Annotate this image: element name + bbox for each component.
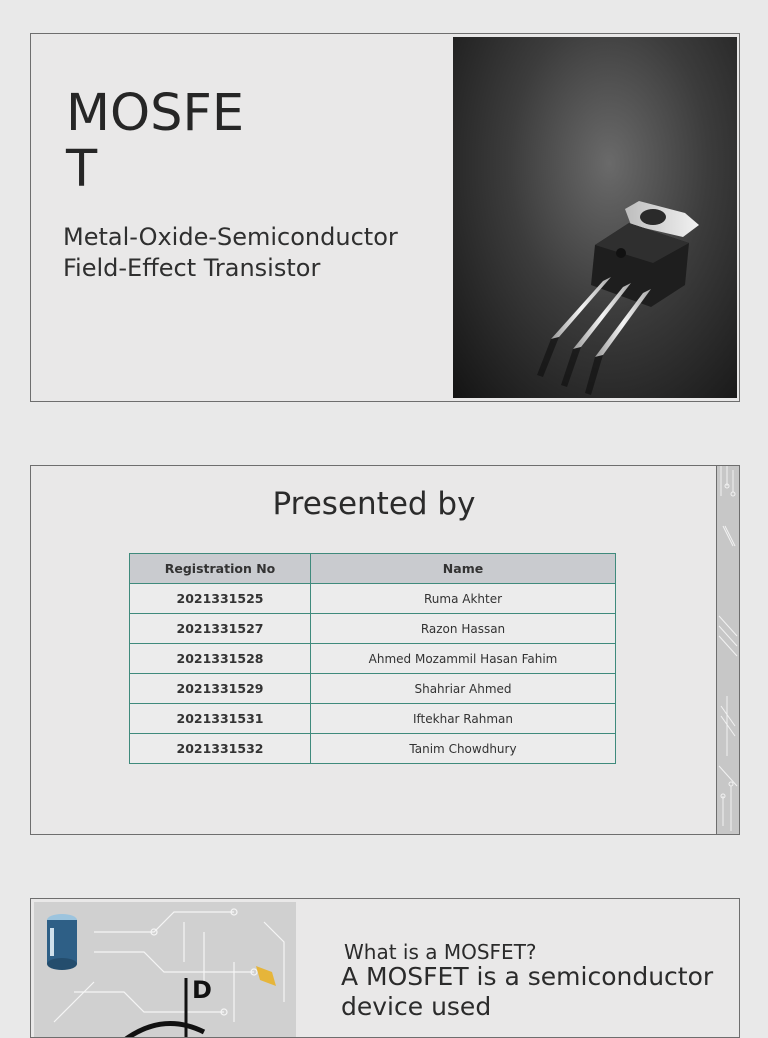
circuit-board-icon xyxy=(34,902,296,1038)
circuit-decoration-strip xyxy=(716,466,739,834)
table-row xyxy=(130,644,616,674)
circuit-illustration xyxy=(34,902,296,1038)
name-cell: Tanim Chowdhury xyxy=(311,734,616,764)
name-cell: Iftekhar Rahman xyxy=(311,704,616,734)
table-row xyxy=(130,584,616,614)
table-header-row xyxy=(130,554,616,584)
registration-cell: 2021331531 xyxy=(130,704,311,734)
registration-cell: 2021331529 xyxy=(130,674,311,704)
circuit-pattern-icon xyxy=(717,466,739,835)
slide-subtitle: Metal-Oxide-Semiconductor Field-Effect Transistor xyxy=(63,223,398,282)
registration-cell: 2021331527 xyxy=(130,614,311,644)
column-header-name: Name xyxy=(311,554,616,584)
transistor-photo xyxy=(453,37,737,398)
registration-cell: 2021331525 xyxy=(130,584,311,614)
table-row xyxy=(130,614,616,644)
table-row xyxy=(130,734,616,764)
definition-slide xyxy=(30,898,740,1038)
transistor-illustration xyxy=(453,37,737,398)
name-cell: Razon Hassan xyxy=(311,614,616,644)
presenters-slide xyxy=(30,465,740,835)
registration-cell: 2021331532 xyxy=(130,734,311,764)
name-cell: Ahmed Mozammil Hasan Fahim xyxy=(311,644,616,674)
drain-label: D xyxy=(192,976,212,1004)
presented-by-heading: Presented by xyxy=(272,486,476,522)
name-cell: Ruma Akhter xyxy=(311,584,616,614)
slide-title: MOSFET xyxy=(66,84,245,199)
table-row xyxy=(130,704,616,734)
name-cell: Shahriar Ahmed xyxy=(311,674,616,704)
registration-cell: 2021331528 xyxy=(130,644,311,674)
question-heading: What is a MOSFET? xyxy=(344,940,537,964)
presenters-table xyxy=(129,553,616,764)
column-header-registration: Registration No xyxy=(130,554,311,584)
title-slide xyxy=(30,33,740,402)
answer-text: A MOSFET is a semiconductor device used xyxy=(341,962,714,1021)
table-row xyxy=(130,674,616,704)
